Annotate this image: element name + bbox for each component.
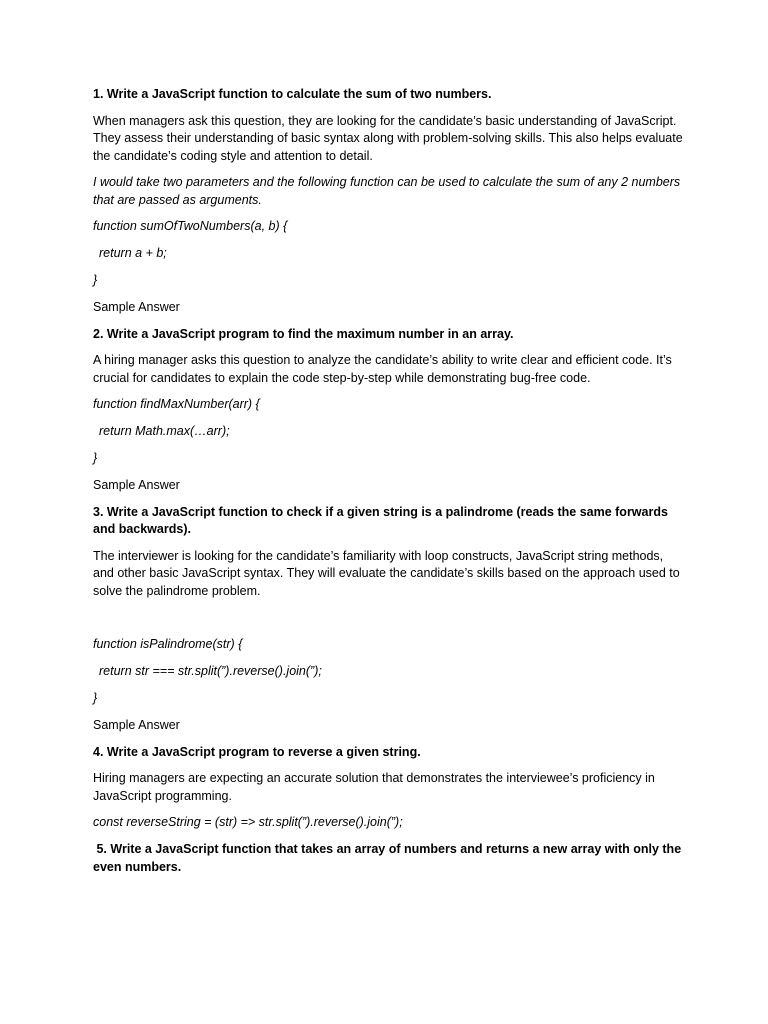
question-2-description: A hiring manager asks this question to analyze the candidate’s ability to write clear and efficient code. It’s crucial for candidates to explain the code step-by-step while demonstrating bug-free code. <box>93 353 672 385</box>
document-page <box>93 86 683 885</box>
question-1-description: When managers ask this question, they are looking for the candidate’s basic understanding of JavaScript. They assess their understanding of basic syntax along with problem-solving skills. This also helps evaluate the candidate’s coding style and attention to detail. <box>93 113 683 163</box>
question-2-sample-answer: Sample Answer <box>93 478 180 492</box>
question-3-sample-answer: Sample Answer <box>93 718 180 732</box>
question-3-heading: 3. Write a JavaScript function to check if a given string is a palindrome (reads the same forwards and backwards). <box>93 504 668 536</box>
blank-line <box>93 609 683 636</box>
question-1-code-line-3: } <box>93 273 98 287</box>
question-2-heading: 2. Write a JavaScript program to find the maximum number in an array. <box>93 326 514 341</box>
question-3-code-line-2: return str === str.split(”).reverse().join(”); <box>99 664 322 678</box>
question-1-sample-answer: Sample Answer <box>93 300 180 314</box>
question-1-intro: I would take two parameters and the following function can be used to calculate the sum of any 2 numbers that are passed as arguments. <box>93 175 681 207</box>
question-4-heading: 4. Write a JavaScript program to reverse a given string. <box>93 744 421 759</box>
question-2-code-line-1: function findMaxNumber(arr) { <box>93 397 260 411</box>
question-3-code-line-1: function isPalindrome(str) { <box>93 637 243 651</box>
question-3-code-line-3: } <box>93 691 98 705</box>
question-4-code-line: const reverseString = (str) => str.split(”).reverse().join(”); <box>93 815 403 829</box>
question-2-code-line-3: } <box>93 451 98 465</box>
question-1-code-line-2: return a + b; <box>99 246 167 260</box>
question-4-description: Hiring managers are expecting an accurate solution that demonstrates the interviewee’s proficiency in JavaScript programming. <box>93 771 655 803</box>
question-5-heading: 5. Write a JavaScript function that takes an array of numbers and returns a new array with only the even numbers. <box>93 842 685 874</box>
question-1-heading: 1. Write a JavaScript function to calculate the sum of two numbers. <box>93 87 492 101</box>
question-3-description: The interviewer is looking for the candidate’s familiarity with loop constructs, JavaScript string methods, and other basic JavaScript syntax. They will evaluate the candidate’s skills based on the approach used to solve the palindrome problem. <box>93 548 680 598</box>
question-1-code-line-1: function sumOfTwoNumbers(a, b) { <box>93 219 288 233</box>
question-2-code-line-2: return Math.max(…arr); <box>99 424 230 438</box>
